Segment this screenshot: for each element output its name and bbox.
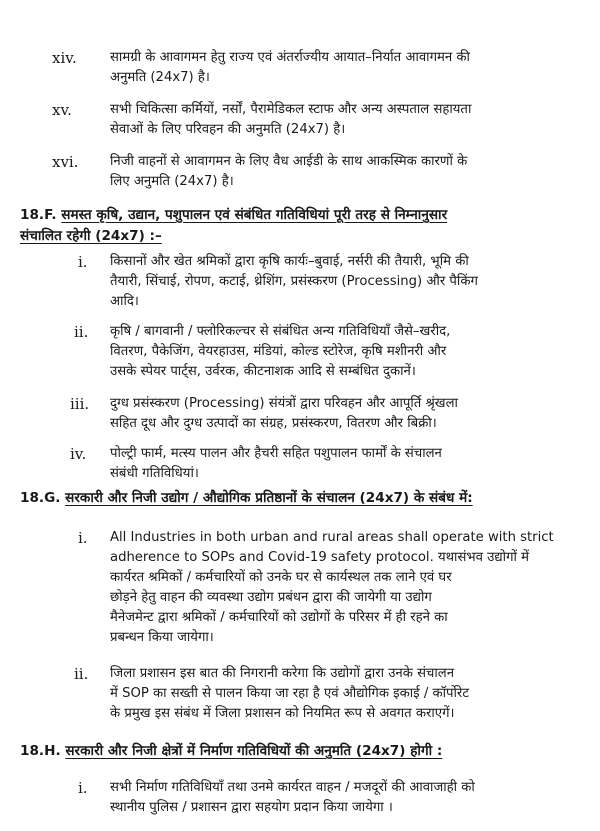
item-number: i. — [78, 529, 88, 547]
list-item — [78, 252, 580, 312]
section-heading-18f — [20, 205, 580, 247]
item-number: ii. — [74, 323, 89, 341]
list-item — [70, 444, 580, 484]
item-number: xv. — [52, 101, 72, 119]
item-number: i. — [78, 253, 88, 271]
section-title: सरकारी और निजी उद्योग / औद्योगिक प्रतिष्ठानों के संचालन (24x7) के संबंध में: — [65, 490, 473, 506]
item-text: कृषि / बागवानी / फ्लोरिकल्चर से संबंधित अन्य गतिविधियाँ जैसे–खरीद, वितरण, पैकेजिंग, वेयरहाउस, मंडियां, कोल्ड स्टोरेज, कृषि मशीनरी और उसके स्पेयर पार्ट्स, उर्वरक, कीटनाशक आदि से सम्बंधित दुकानें। — [110, 324, 451, 379]
item-number: xiv. — [52, 49, 77, 67]
item-text: दुग्ध प्रसंस्करण (Processing) संयंत्रों द्वारा परिवहन और आपूर्ति श्रृंखला सहित दूध और दुग्ध उत्पादों का संग्रह, प्रसंस्करण, वितरण और बिक्री। — [110, 396, 458, 431]
item-number: iii. — [70, 395, 90, 413]
item-text: सभी निर्माण गतिविधियाँ तथा उनमे कार्यरत वाहन / मजदूरों की आवाजाही को स्थानीय पुलिस / प्रशासन द्वारा सहयोग प्रदान किया जायेगा । — [110, 780, 475, 815]
list-item — [74, 664, 580, 724]
list-item — [78, 528, 580, 648]
list-item — [52, 152, 580, 192]
item-number: ii. — [74, 665, 89, 683]
list-item — [78, 778, 580, 818]
item-number: iv. — [70, 445, 87, 463]
list-item — [52, 100, 580, 140]
item-text: All Industries in both urban and rural areas shall operate with strict adherence to SOPs and Covid-19 safety protocol. यथासंभव उद्योगों में कार्यरत श्रमिकों / कर्मचारियों को उनके घर से कार्यस्थल तक लाने एवं घर छोड़ने हेतु वाहन की व्यवस्था उद्योग प्रबंधन द्वारा की जायेगी या उद्योग मैनेजमेन्ट द्वारा श्रमिकों / कर्मचारियों को उद्योगों के परिसर में ही रहने का प्रबन्धन किया जायेगा। — [110, 530, 554, 645]
section-heading-18g — [20, 488, 590, 509]
section-title-line: संचालित रहेगी (24x7) :– — [20, 228, 162, 244]
item-text: निजी वाहनों से आवागमन के लिए वैध आईडी के साथ आकस्मिक कारणों के लिए अनुमति (24x7) है। — [110, 154, 468, 189]
section-title-line: समस्त कृषि, उद्यान, पशुपालन एवं संबंधित गतिविधियां पूरी तरह से निम्नानुसार — [61, 207, 448, 223]
item-number: i. — [78, 779, 88, 797]
item-text: पोल्ट्री फार्म, मत्स्य पालन और हैचरी सहित पशुपालन फार्मों के संचालन संबंधी गतिविधियां। — [110, 446, 442, 481]
item-number: xvi. — [52, 153, 79, 171]
section-number: 18.G. — [20, 490, 61, 506]
list-item — [70, 394, 580, 434]
item-text: किसानों और खेत श्रमिकों द्वारा कृषि कार्यः–बुवाई, नर्सरी की तैयारी, भूमि की तैयारी, सिंचाई, रोपण, कटाई, थ्रेशिंग, प्रसंस्करण (Processing) और पैकिंग आदि। — [110, 254, 478, 309]
section-title: सरकारी और निजी क्षेत्रों में निर्माण गतिविधियों की अनुमति (24x7) होगी : — [65, 743, 443, 759]
item-text: सामग्री के आवागमन हेतु राज्य एवं अंतर्राज्यीय आयात–निर्यात आवागमन की अनुमति (24x7) है। — [110, 50, 470, 85]
section-number: 18.F. — [20, 207, 57, 223]
section-heading-18h — [20, 741, 590, 762]
list-item — [52, 48, 580, 88]
item-text: जिला प्रशासन इस बात की निगरानी करेगा कि उद्योगों द्वारा उनके संचालन में SOP का सख्ती से पालन किया जा रहा है एवं औद्योगिक इकाई / कॉर्पोरेट के प्रमुख इस संबंध में जिला प्रशासन को नियमित रूप से अवगत कराएगें। — [110, 666, 469, 721]
section-number: 18.H. — [20, 743, 61, 759]
list-item — [74, 322, 580, 382]
item-text: सभी चिकित्सा कर्मियों, नर्सों, पैरामेडिकल स्टाफ और अन्य अस्पताल सहायता सेवाओं के लिए परिवहन की अनुमति (24x7) है। — [110, 102, 472, 137]
